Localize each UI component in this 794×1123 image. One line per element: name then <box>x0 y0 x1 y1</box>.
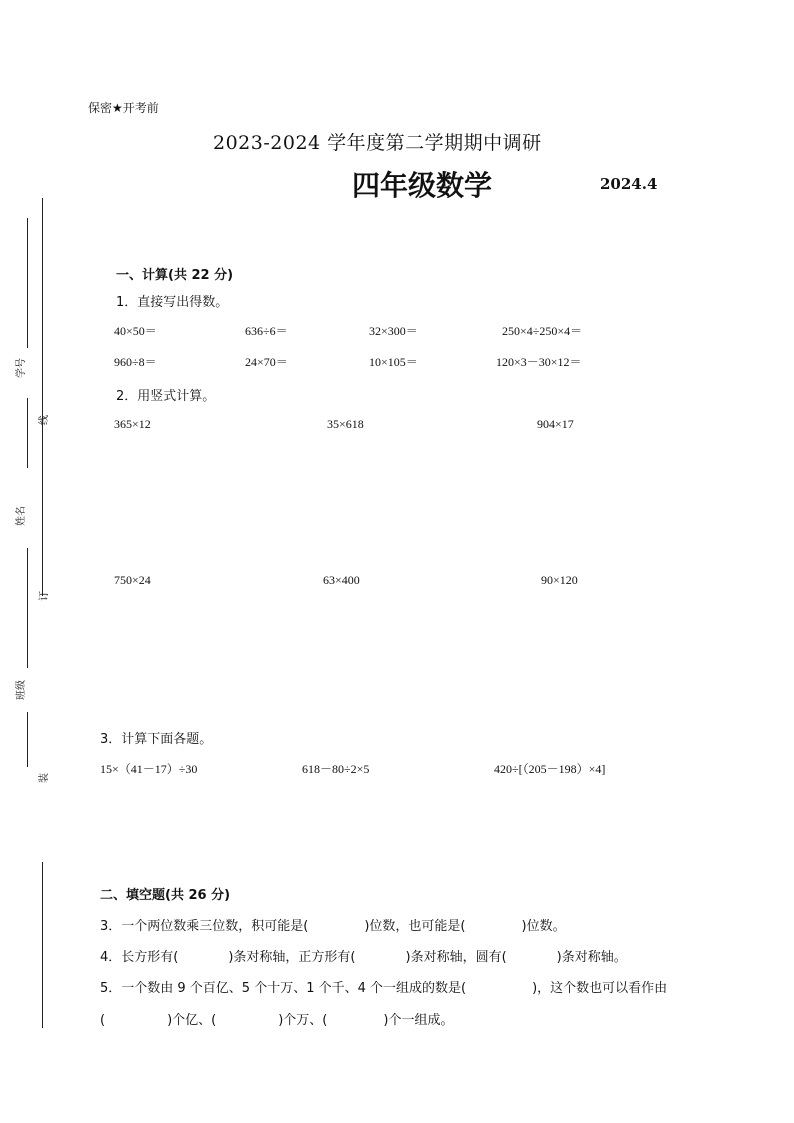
binding-zhuang-char: 装 <box>39 773 50 783</box>
q2-label: 2．用竖式计算。 <box>116 389 216 404</box>
q3-text-a: 3．一个两位数乘三位数，积可能是( <box>100 919 309 934</box>
q1-item: 32×300＝ <box>369 324 418 338</box>
q2-item: 904×17 <box>537 417 574 431</box>
fill-question-5-line2 <box>100 1009 453 1028</box>
margin-line-lower <box>42 862 43 1028</box>
q1-item: 120×3－30×12＝ <box>496 355 582 369</box>
q2-item: 63×400 <box>323 573 360 587</box>
class-underline <box>27 548 28 668</box>
class-underline-lower <box>27 712 28 767</box>
q4-text-b: )条对称轴，正方形有( <box>228 950 356 965</box>
q3-text-b: )位数，也可能是( <box>364 919 466 934</box>
q3-item: 15×（41－17）÷30 <box>100 762 198 776</box>
q4-text-a: 4．长方形有( <box>100 950 179 965</box>
q5-text-e: )个万、( <box>278 1013 328 1028</box>
q5-text-f: )个一组成。 <box>383 1013 454 1028</box>
q4-text-d: )条对称轴。 <box>556 950 627 965</box>
q1-item: 24×70＝ <box>245 355 288 369</box>
secret-label: 保密★开考前 <box>88 101 159 115</box>
student-id-underline <box>27 218 28 348</box>
exam-title: 2023-2024 学年度第二学期期中调研 <box>213 132 542 154</box>
q2-item: 35×618 <box>327 417 364 431</box>
q3-label: 3．计算下面各题。 <box>100 732 213 747</box>
q5-text-b: )，这个数也可以看作由 <box>532 981 668 996</box>
q5-text-a: 5．一个数由 9 个百亿、5 个十万、1 个千、4 个一组成的数是( <box>100 981 467 996</box>
subject-title: 四年级数学 <box>352 169 493 202</box>
student-id-label: 学号 <box>16 358 27 378</box>
q4-text-c: )条对称轴，圆有( <box>405 950 507 965</box>
class-label: 班级 <box>16 680 27 700</box>
q1-item: 250×4÷250×4＝ <box>502 324 583 338</box>
binding-ding-char: 订 <box>39 591 50 601</box>
margin-line-upper <box>42 198 43 596</box>
binding-line-char: 线 <box>39 415 50 425</box>
fill-question-3 <box>100 915 566 934</box>
q5-text-d: )个亿、( <box>167 1013 217 1028</box>
q2-item: 365×12 <box>114 417 151 431</box>
q3-item: 618－80÷2×5 <box>302 762 370 776</box>
name-label: 姓名 <box>16 506 27 526</box>
name-underline <box>27 398 28 468</box>
q2-item: 750×24 <box>114 573 151 587</box>
q3-text-c: )位数。 <box>521 919 566 934</box>
exam-date: 2024.4 <box>600 175 658 193</box>
q2-item: 90×120 <box>541 573 578 587</box>
q1-item: 636÷6＝ <box>245 324 288 338</box>
fill-question-4 <box>100 946 627 965</box>
fill-question-5-line1 <box>100 977 667 996</box>
section1-heading: 一、计算(共 22 分) <box>116 268 234 283</box>
q1-item: 960÷8＝ <box>114 355 157 369</box>
q1-item: 40×50＝ <box>114 324 157 338</box>
q3-item: 420÷[（205－198）×4] <box>494 762 606 776</box>
section2-heading: 二、填空题(共 26 分) <box>100 888 231 903</box>
q1-item: 10×105＝ <box>369 355 418 369</box>
q5-text-c: ( <box>100 1013 106 1028</box>
q1-label: 1．直接写出得数。 <box>116 295 229 310</box>
